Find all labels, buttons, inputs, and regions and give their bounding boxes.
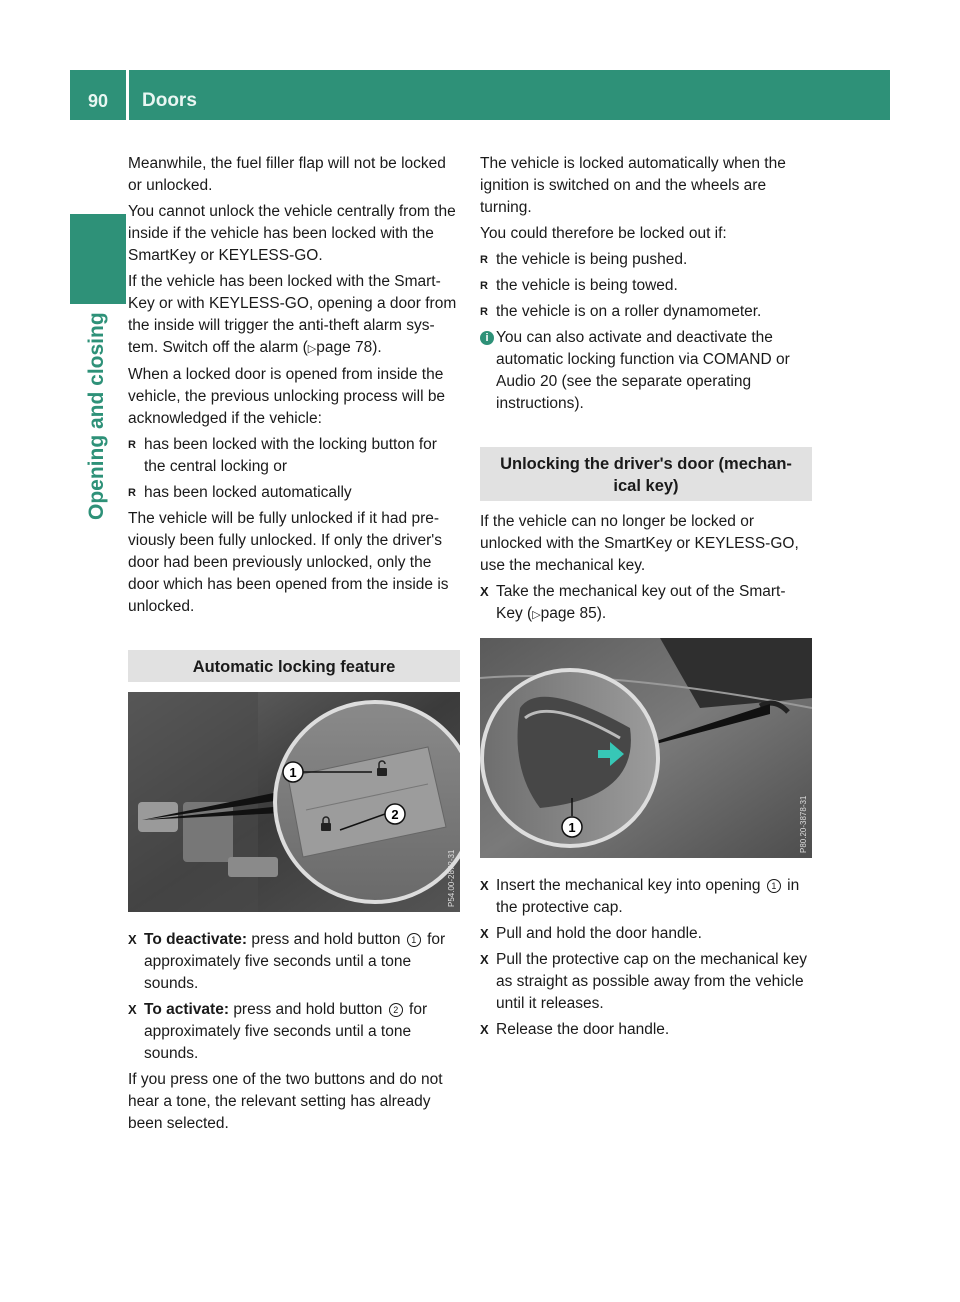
figure-code: P80.20-3878-31	[799, 795, 808, 853]
paragraph: If the vehicle has been locked with the Smart-Key or with KEYLESS-GO, opening a door from the inside will trigger the anti-theft alarm sys-tem. Switch off the alarm (▷page 78).	[128, 273, 457, 356]
instruction-step: X Pull and hold the door handle.	[480, 923, 812, 945]
paragraph: If you press one of the two buttons and do not hear a tone, the relevant setting has already been selected.	[128, 1071, 443, 1132]
instruction-step: X Release the door handle.	[480, 1019, 812, 1041]
bullet-icon: R	[128, 487, 136, 499]
left-column	[128, 153, 460, 1139]
figure-code: P54.00-2872-31	[447, 849, 456, 907]
section-heading: Unlocking the driver's door (mechan-ical key)	[480, 447, 812, 501]
header-divider	[126, 70, 129, 120]
instruction-step: X Pull the protective cap on the mechanical key as straight as possible away from the vehicle until it releases.	[480, 951, 808, 1012]
paragraph: You cannot unlock the vehicle centrally from the inside if the vehicle has been locked with the SmartKey or KEYLESS-GO.	[128, 203, 456, 264]
list-item: R has been locked with the locking button for the central locking or	[128, 436, 437, 475]
step-icon: X	[128, 932, 137, 947]
step-icon: X	[480, 926, 489, 941]
list-item: R the vehicle is on a roller dynamometer.	[480, 301, 812, 323]
paragraph: The vehicle is locked automatically when the ignition is switched on and the wheels are turning.	[480, 155, 786, 216]
info-note: i You can also activate and deactivate the automatic locking function via COMAND or Audio 20 (see the separate operating instructions).	[480, 327, 812, 415]
bullet-icon: R	[480, 280, 488, 292]
callout-1-ref: 1	[407, 933, 421, 947]
paragraph: The vehicle will be fully unlocked if it had pre-viously been fully unlocked. If only the driver's door had been previously unlocked, only the door which has been opened from the inside is unlocked.	[128, 510, 449, 615]
list-item: R the vehicle is being pushed.	[480, 249, 812, 271]
instruction-step: X To deactivate: press and hold button 1 for approximately five seconds until a tone sounds.	[128, 931, 446, 992]
step-icon: X	[480, 1022, 489, 1037]
paragraph: When a locked door is opened from inside the vehicle, the previous unlocking process will be acknowledged if the vehicle:	[128, 366, 446, 427]
paragraph: Meanwhile, the fuel filler flap will not be locked or unlocked.	[128, 155, 446, 194]
info-icon: i	[480, 331, 494, 345]
page-reference[interactable]: page 85	[540, 605, 597, 622]
page-reference[interactable]: page 78	[316, 339, 373, 356]
list-item: R the vehicle is being towed.	[480, 275, 812, 297]
locking-buttons-figure	[128, 692, 460, 912]
callout-1-label: 1	[568, 820, 576, 835]
instruction-step: X Take the mechanical key out of the Smart-Key (▷page 85).	[480, 583, 786, 622]
ref-arrow-icon: ▷	[307, 343, 317, 355]
section-title: Doors	[142, 90, 197, 111]
door-handle-figure	[480, 638, 812, 858]
paragraph: You could therefore be locked out if:	[480, 225, 727, 242]
step-icon: X	[480, 584, 489, 599]
bullet-icon: R	[128, 439, 136, 451]
callout-1-label: 1	[289, 765, 297, 780]
callout-2-label: 2	[391, 807, 399, 822]
step-icon: X	[128, 1002, 137, 1017]
bullet-icon: R	[480, 254, 488, 266]
list-item: R has been locked automatically	[128, 482, 460, 504]
paragraph: If the vehicle can no longer be locked or unlocked with the SmartKey or KEYLESS-GO, use the mechanical key.	[480, 513, 799, 574]
side-tab-label: Opening and closing	[85, 312, 108, 520]
side-tab-block	[70, 214, 126, 304]
page-number: 90	[87, 91, 109, 111]
right-column	[480, 153, 812, 1045]
bullet-icon: R	[480, 306, 488, 318]
step-icon: X	[480, 952, 489, 967]
callout-2-ref: 2	[389, 1003, 403, 1017]
instruction-step: X To activate: press and hold button 2 for approximately five seconds until a tone sounds.	[128, 1001, 428, 1062]
instruction-step: X Insert the mechanical key into opening 1 in the protective cap.	[480, 877, 800, 916]
callout-1-ref: 1	[767, 879, 781, 893]
step-icon: X	[480, 878, 489, 893]
section-heading: Automatic locking feature	[128, 650, 460, 682]
ref-arrow-icon: ▷	[532, 609, 541, 621]
